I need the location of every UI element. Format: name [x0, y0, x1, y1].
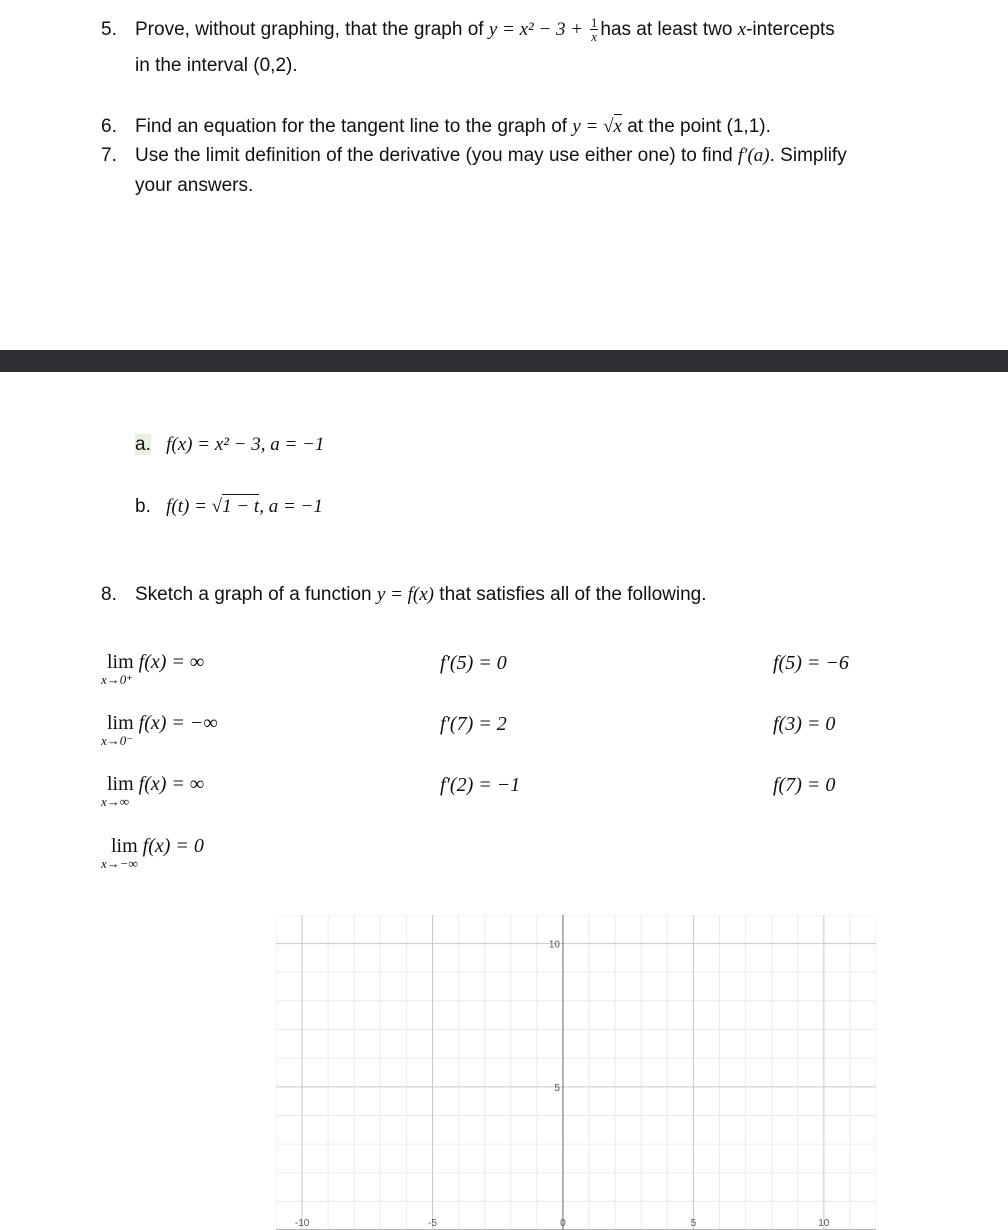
derivative-condition-2: f′(7) = 2 [440, 713, 507, 735]
problem-8-text: Sketch a graph of a function y = f(x) that satisfies all of the following. [135, 584, 707, 605]
value-condition-2: f(3) = 0 [773, 713, 836, 735]
problem-7b-label: b. [135, 496, 151, 517]
value-condition-3: f(7) = 0 [773, 774, 836, 796]
problem-7a-equation: f(x) = x² − 3, a = −1 [166, 434, 325, 455]
axes [276, 915, 876, 1230]
limit-condition-4: lim f(x) = 0 x→−∞ [101, 835, 204, 871]
limit-condition-3: lim f(x) = ∞ x→∞ [101, 773, 205, 809]
derivative-condition-3: f′(2) = −1 [440, 774, 521, 796]
graph-grid[interactable] [276, 915, 876, 1230]
problem-7 [0, 142, 1008, 202]
problem-7b [135, 493, 323, 521]
problem-5-number: 5. [101, 19, 117, 40]
problem-5-line-1: Prove, without graphing, that the graph of y = x² − 3 + $\frac{1}{x}$ has at least two x-intercepts [135, 15, 835, 45]
minor-grid-lines [276, 915, 876, 1230]
y-tick-label: 5 [554, 1082, 560, 1094]
problem-6-number: 6. [101, 116, 117, 137]
limit-condition-1: lim f(x) = ∞ x→0⁺ [101, 651, 205, 687]
x-tick-label: -5 [428, 1218, 437, 1229]
derivative-condition-1: f′(5) = 0 [440, 652, 507, 674]
x-tick-label: 5 [690, 1218, 697, 1229]
value-condition-1: f(5) = −6 [773, 652, 849, 674]
x-tick-label: 0 [560, 1218, 566, 1229]
problem-5 [0, 16, 1008, 86]
problem-7a [135, 431, 324, 459]
problem-8 [0, 581, 1008, 609]
page-divider [0, 350, 1008, 372]
y-tick-label: 10 [548, 939, 560, 951]
problem-7a-label: a. [135, 434, 151, 455]
problem-7-number: 7. [101, 145, 117, 166]
problem-5-equation: = x² − 3 + [497, 19, 588, 40]
limit-condition-2: lim f(x) = −∞ x→0⁻ [101, 712, 218, 748]
problem-8-number: 8. [101, 584, 117, 605]
problem-7-line-2: your answers. [135, 175, 254, 196]
problem-7-line-1: Use the limit definition of the derivative (you may use either one) to find f′(a). Simplify [135, 145, 847, 166]
major-grid-lines [276, 915, 876, 1230]
x-tick-label: 10 [818, 1218, 830, 1229]
problem-6 [0, 113, 1008, 141]
problem-7b-equation: f(t) = √1 − t, a = −1 [166, 496, 323, 517]
x-tick-label: -10 [294, 1218, 310, 1229]
problem-6-text: Find an equation for the tangent line to the graph of y = √x at the point (1,1). [135, 116, 771, 137]
fraction-one-over-x: $\frac{1}{x}$ [590, 15, 598, 45]
problem-5-line-2: in the interval (0,2). [135, 55, 298, 76]
